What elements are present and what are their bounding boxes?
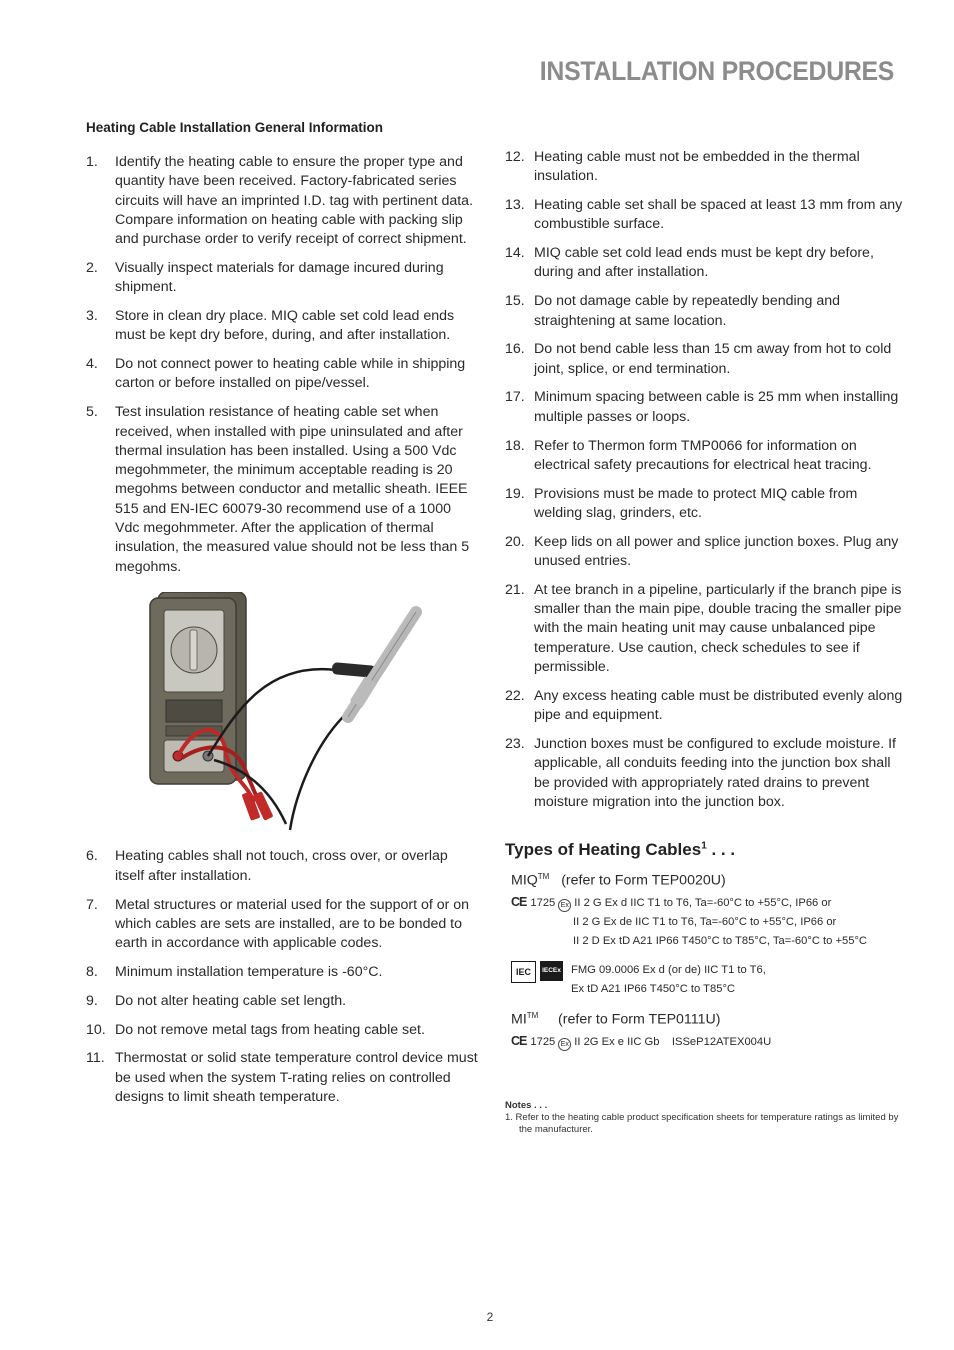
list-item-text: At tee branch in a pipeline, particularly if the branch pipe is smaller than the main pipe, double tracing the smaller pipe with the main heating unit may cause unbalanced pipe temperature. Use caution, check schedules to see if permissible. xyxy=(534,581,902,676)
list-item-number: 3. xyxy=(86,308,98,325)
list-item-number: 14. xyxy=(505,245,525,262)
list-item-number: 20. xyxy=(505,533,525,550)
miq-atex-line-3: II 2 D Ex tD A21 IP66 T450°C to T85°C, Ta=-60°C to +55°C xyxy=(573,934,868,947)
list-item xyxy=(86,992,478,1011)
left-column xyxy=(86,120,478,1117)
ex-mark-icon: Ex xyxy=(558,1038,571,1051)
list-item xyxy=(86,355,478,394)
list-item-text: Minimum spacing between cable is 25 mm when installing multiple passes or loops. xyxy=(534,389,899,425)
list-item xyxy=(86,403,478,577)
list-item-number: 2. xyxy=(86,259,98,276)
list-item-number: 22. xyxy=(505,687,525,704)
ce-mark-icon: CE xyxy=(511,894,527,909)
list-item-number: 16. xyxy=(505,341,525,358)
megohmmeter-illustration xyxy=(86,592,478,832)
list-item-number: 7. xyxy=(86,896,98,913)
mi-atex-line: CE 1725 Ex II 2G Ex e IIC Gb ISSeP12ATEX004U xyxy=(511,1032,905,1052)
list-item-number: 11. xyxy=(86,1050,105,1067)
list-item xyxy=(86,896,478,954)
list-item-text: Visually inspect materials for damage incured during shipment. xyxy=(115,259,444,296)
list-item xyxy=(505,148,905,187)
list-item xyxy=(505,340,905,379)
list-item xyxy=(505,244,905,283)
list-item xyxy=(505,687,905,726)
list-item-number: 1. xyxy=(86,154,98,170)
iec-logos xyxy=(511,961,563,983)
list-item-text: Do not connect power to heating cable while in shipping carton or before installed on pipe/vessel. xyxy=(115,356,466,392)
iec-logo-icon: IEC xyxy=(511,961,536,983)
list-item-text: Store in clean dry place. MIQ cable set cold lead ends must be kept dry before, during, and after installation. xyxy=(115,308,455,344)
list-item xyxy=(505,292,905,331)
list-item-text: Do not remove metal tags from heating cable set. xyxy=(115,1021,425,1038)
list-item xyxy=(505,735,905,812)
mi-cable-name: MI™ (refer to Form TEP0111U) xyxy=(511,1010,721,1028)
list-item-number: 4. xyxy=(86,356,98,373)
list-item-number: 19. xyxy=(505,485,525,502)
list-item-text: Do not alter heating cable set length. xyxy=(115,992,347,1009)
list-item xyxy=(86,307,478,346)
list-item xyxy=(86,259,478,298)
steps-list-right xyxy=(505,148,905,812)
list-item-text: Keep lids on all power and splice junction boxes. Plug any unused entries. xyxy=(534,533,899,570)
miq-cable-name: MIQ™ (refer to Form TEP0020U) xyxy=(511,872,726,889)
list-item-text: Do not bend cable less than 15 cm away from hot to cold joint, splice, or end termination. xyxy=(534,341,892,377)
list-item-text: Junction boxes must be configured to exclude moisture. If applicable, all conduits feeding into the junction box shall be provided with appropriately rated drains to prevent moisture migration into the junction box. xyxy=(534,735,896,810)
list-item-number: 12. xyxy=(505,149,525,165)
list-item xyxy=(505,485,905,524)
list-item xyxy=(86,1049,478,1107)
types-heading: Types of Heating Cables$^1$ . . . xyxy=(505,840,736,860)
list-item xyxy=(86,963,478,982)
list-item-number: 15. xyxy=(505,293,525,310)
list-item-number: 18. xyxy=(505,437,525,454)
list-item xyxy=(86,1021,478,1040)
list-item-number: 17. xyxy=(505,389,525,406)
list-item-text: Any excess heating cable must be distributed evenly along pipe and equipment. xyxy=(534,687,903,724)
list-item xyxy=(505,581,905,677)
miq-atex-line-1: CE 1725 Ex II 2 G Ex d IIC T1 to T6, Ta=-60°C to +55°C, IP66 or xyxy=(511,893,905,913)
list-item-text: MIQ cable set cold lead ends must be kept dry before, during and after installation. xyxy=(534,245,874,281)
steps-list-left-top xyxy=(86,153,478,577)
list-item-text: Provisions must be made to protect MIQ cable from welding slag, grinders, etc. xyxy=(534,485,858,521)
ce-mark-icon: CE xyxy=(511,1033,527,1048)
ex-mark-icon: Ex xyxy=(558,899,571,912)
list-item-number: 6. xyxy=(86,848,98,865)
list-item-text: Heating cable must not be embedded in the thermal insulation. xyxy=(534,149,860,185)
list-item xyxy=(505,388,905,427)
list-item-text: Minimum installation temperature is -60°C. xyxy=(115,963,383,980)
list-item-text: Identify the heating cable to ensure the proper type and quantity have been received. Factory-fabricated series circuits will have an imprinted I.D. tag with pertinent data. Compare information on heating cable with packing slip and purchase order to verify receipt of correct shipment. xyxy=(115,154,474,248)
section-heading: Heating Cable Installation General Information xyxy=(86,120,384,135)
list-item-number: 8. xyxy=(86,963,98,980)
list-item-text: Do not damage cable by repeatedly bending and straightening at same location. xyxy=(534,293,841,329)
notes-title: Notes . . . xyxy=(505,1099,548,1111)
list-item-text: Heating cables shall not touch, cross over, or overlap itself after installation. xyxy=(115,848,448,884)
miq-cable-block xyxy=(511,872,905,1051)
notes xyxy=(505,1100,905,1136)
list-item xyxy=(505,437,905,476)
steps-list-left-bottom xyxy=(86,847,478,1107)
list-item-number: 21. xyxy=(505,581,525,598)
list-item-number: 5. xyxy=(86,404,98,421)
iecex-logo-icon: IECEx xyxy=(540,961,563,981)
list-item xyxy=(86,153,478,249)
list-item xyxy=(505,533,905,572)
page-title: INSTALLATION PROCEDURES xyxy=(539,56,894,86)
list-item-number: 23. xyxy=(505,735,525,752)
list-item-text: Metal structures or material used for the support of or on which cables are sets are installed, are to be bonded to earth in accordance with applicable codes. xyxy=(115,896,470,952)
list-item-text: Test insulation resistance of heating cable set when received, when installed with pipe uninsulated and after thermal insulation has been installed. Using a 500 Vdc megohmmeter, the minimum acceptable reading is 20 megohms between conductor and metallic sheath. IEEE 515 and EN-IEC 60079-30 recommend use of a 1000 Vdc megohmmeter. After the application of thermal insulation, the measured value should not be less than 5 megohms. xyxy=(115,404,470,575)
list-item-text: Refer to Thermon form TMP0066 for information on electrical safety precautions for electrical heat tracing. xyxy=(534,437,872,473)
list-item-number: 13. xyxy=(505,197,525,214)
miq-iec-row xyxy=(511,961,905,999)
list-item xyxy=(505,196,905,235)
list-item-number: 10. xyxy=(86,1021,106,1038)
note-item: 1. Refer to the heating cable product specification sheets for temperature ratings as limited by the manufacturer. xyxy=(505,1111,899,1135)
fmg-cert: FMG 09.0006 Ex d (or de) IIC T1 to T6, Ex tD A21 IP66 T450°C to T85°C xyxy=(571,963,766,995)
list-item-text: Heating cable set shall be spaced at least 13 mm from any combustible surface. xyxy=(534,197,903,233)
miq-atex-line-2: II 2 G Ex de IIC T1 to T6, Ta=-60°C to +55°C, IP66 or xyxy=(573,915,837,928)
list-item xyxy=(86,847,478,886)
list-item-number: 9. xyxy=(86,992,98,1009)
right-column xyxy=(505,148,905,1136)
page-number: 2 xyxy=(486,1310,494,1324)
list-item-text: Thermostat or solid state temperature control device must be used when the system T-rating relies on controlled designs to limit sheath temperature. xyxy=(115,1050,478,1105)
